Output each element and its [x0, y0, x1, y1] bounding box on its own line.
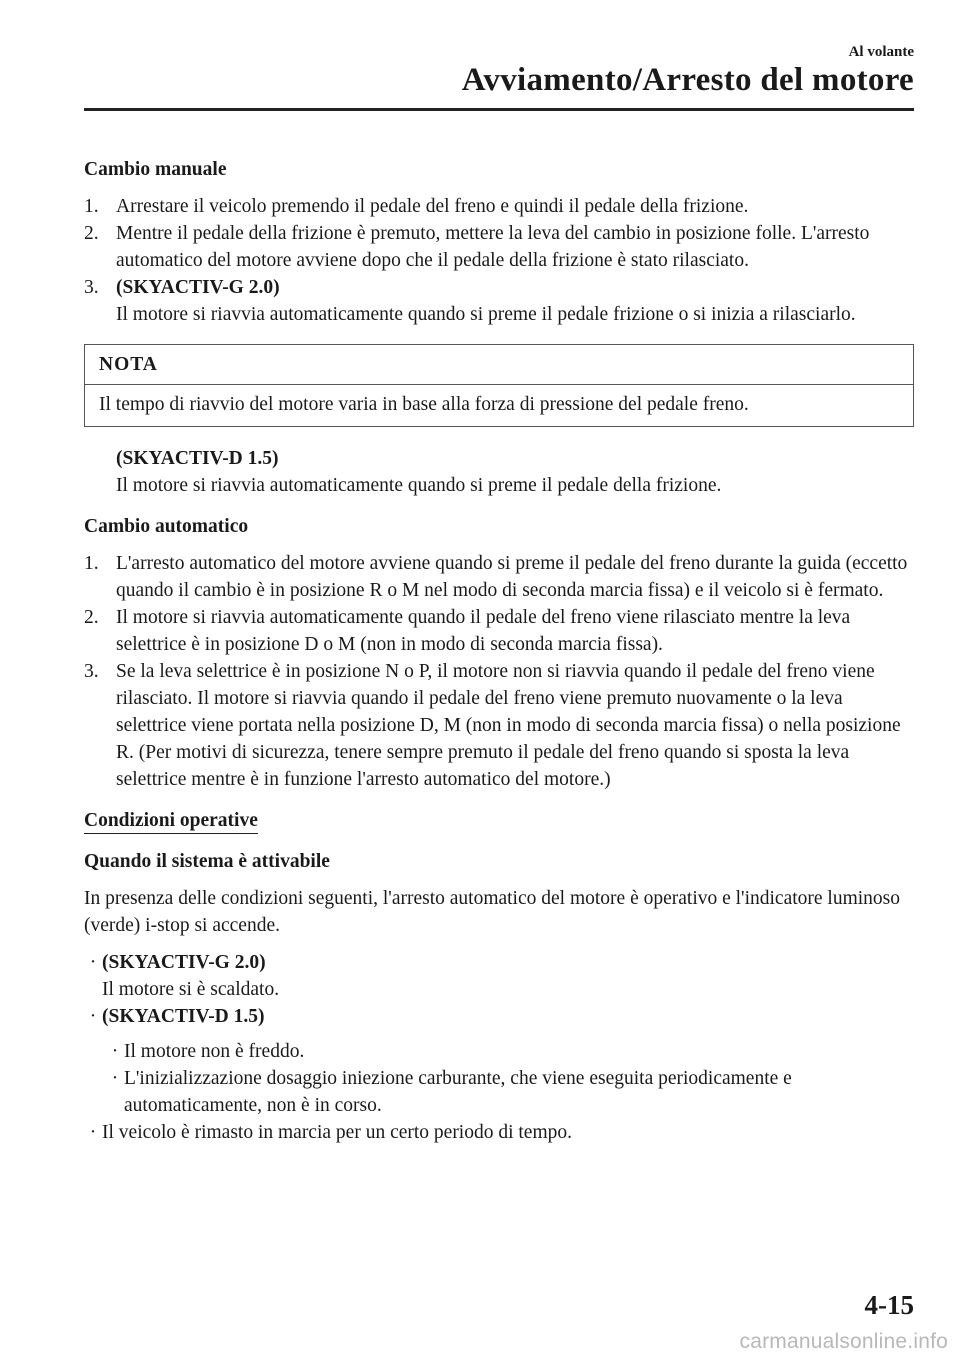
bullet-dot: · [89, 1122, 97, 1143]
manual-step-2 [84, 220, 914, 274]
page-number: 4-15 [864, 1290, 914, 1320]
engine-label-g20: (SKYACTIV-G 2.0) [102, 952, 266, 973]
condition-bullet-g20 [84, 949, 914, 1003]
automatic-step-2 [84, 604, 914, 658]
engine-label-d15: (SKYACTIV-D 1.5) [102, 1006, 265, 1027]
automatic-title: Cambio automatico [84, 516, 249, 537]
note-box [84, 344, 914, 427]
step-text: Il motore si riavvia automaticamente quando si preme il pedale frizione o si inizia a rilasciarlo. [116, 304, 856, 325]
step-number: 2. [84, 607, 99, 628]
watermark: carmanualsonline.info [739, 1330, 948, 1353]
manual-title: Cambio manuale [84, 159, 227, 180]
step-text: L'arresto automatico del motore avviene quando si preme il pedale del freno durante la guida (eccetto quando il cambio è in posizione R o M nel modo di seconda marcia fissa) e il veicolo si è fermato. [116, 553, 908, 601]
step-number: 3. [84, 661, 99, 682]
conditions-intro: In presenza delle condizioni seguenti, l'arresto automatico del motore è operativo e l'indicatore luminoso (verde) i-stop si accende. [84, 888, 901, 936]
step-text: Il motore si riavvia automaticamente quando il pedale del freno viene rilasciato mentre la leva selettrice è in posizione D o M (non in modo di seconda marcia fissa). [116, 607, 851, 655]
bullet-dot: · [89, 1006, 97, 1027]
manual-diesel-block [84, 445, 914, 499]
conditions-title: Condizioni operative [84, 809, 258, 834]
step-text: Mentre il pedale della frizione è premuto, mettere la leva del cambio in posizione folle. L'arresto automatico del motore avviene dopo che il pedale della frizione è stato rilasciato. [116, 223, 870, 271]
engine-label-d15: (SKYACTIV-D 1.5) [116, 448, 279, 469]
diesel-text: Il motore si riavvia automaticamente quando si preme il pedale della frizione. [116, 475, 722, 496]
engine-label-g20: (SKYACTIV-G 2.0) [116, 277, 280, 298]
note-heading: NOTA [85, 345, 913, 385]
condition-bullet-d15 [84, 1003, 914, 1030]
step-text: Se la leva selettrice è in posizione N o P, il motore non si riavvia quando il pedale del freno viene rilasciato. Il motore si riavvia quando il pedale del freno viene premuto nuovamente o la leva selettrice viene portata nella posizione D, M (non in modo di seconda marcia fissa) o nella posizione R. (Per motivi di sicurezza, tenere sempre premuto il pedale del freno quando si sposta la leva selettrice mentre è in funzione l'arresto automatico del motore.) [116, 661, 901, 790]
condition-bullet-last [84, 1119, 914, 1146]
automatic-step-3 [84, 658, 914, 793]
chapter-title: Avviamento/Arresto del motore [461, 62, 914, 98]
d15-sub-bullets [84, 1038, 914, 1119]
bullet-dot: · [111, 1068, 119, 1089]
step-number: 1. [84, 196, 99, 217]
header-rule [84, 108, 914, 111]
bullet-text: L'inizializzazione dosaggio iniezione carburante, che viene eseguita periodicamente e automaticamente, non è in corso. [124, 1068, 792, 1116]
manual-step-3 [84, 274, 914, 328]
conditions-subtitle: Quando il sistema è attivabile [84, 851, 330, 872]
manual-step-1 [84, 193, 914, 220]
sub-bullet-1 [106, 1038, 914, 1065]
section-label: Al volante [848, 44, 914, 60]
bullet-text: Il motore si è scaldato. [102, 979, 280, 1000]
page-content [84, 156, 914, 1146]
step-number: 1. [84, 553, 99, 574]
bullet-text: Il motore non è freddo. [124, 1041, 305, 1062]
step-content [116, 274, 914, 328]
step-number: 3. [84, 277, 99, 298]
bullet-dot: · [111, 1041, 119, 1062]
note-text: Il tempo di riavvio del motore varia in base alla forza di pressione del pedale freno. [99, 394, 749, 415]
step-number: 2. [84, 223, 99, 244]
automatic-step-1 [84, 550, 914, 604]
step-text: Arrestare il veicolo premendo il pedale del freno e quindi il pedale della frizione. [116, 196, 749, 217]
sub-bullet-2 [106, 1065, 914, 1119]
bullet-text: Il veicolo è rimasto in marcia per un certo periodo di tempo. [102, 1122, 573, 1143]
bullet-dot: · [89, 952, 97, 973]
